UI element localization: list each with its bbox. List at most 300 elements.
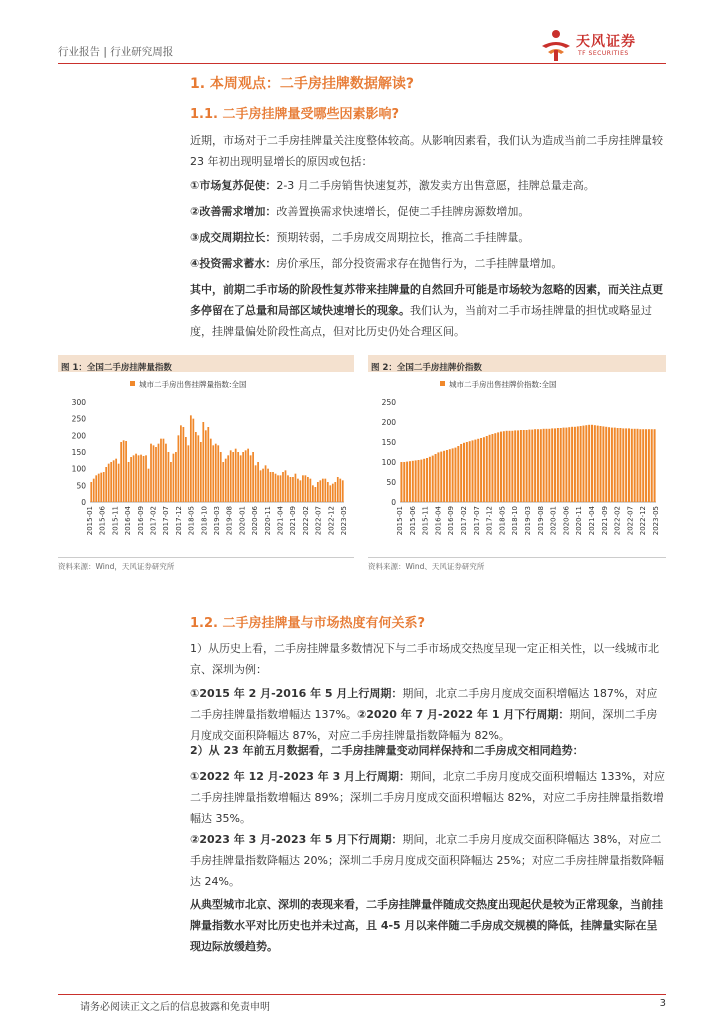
bar — [262, 469, 264, 502]
bar — [138, 455, 140, 502]
legend-swatch — [440, 381, 445, 386]
bar — [163, 439, 165, 502]
bar — [514, 430, 516, 502]
x-tick-label: 2021-04 — [276, 506, 285, 536]
bar — [282, 472, 284, 502]
bar — [145, 455, 147, 502]
figure-1-source: 资料来源：Wind，天风证券研究所 — [58, 562, 175, 571]
conclusion-paragraph: 从典型城市北京、深圳的表现来看，二手房挂牌量伴随成交热度出现起伏是较为正常现象，当前挂牌量指数水平对比历史也并未过高，且 4-5 月以来伴随二手房成交规模的降低，挂牌量实际在呈现边际放缓趋势。 — [190, 898, 663, 953]
brand-logo — [538, 28, 668, 62]
bar — [625, 428, 627, 502]
bar — [212, 445, 214, 502]
bar — [314, 487, 316, 502]
bar — [571, 427, 573, 502]
factor-2 — [190, 201, 666, 222]
y-tick-label: 300 — [71, 398, 86, 407]
bar — [140, 455, 142, 502]
bar — [617, 428, 619, 502]
bar — [205, 430, 207, 502]
bar — [245, 450, 247, 502]
footer-rule — [58, 994, 666, 995]
bar — [185, 437, 187, 502]
bar — [426, 458, 428, 502]
figure-2-source: 资料来源：Wind、天风证券研究所 — [368, 562, 485, 571]
x-tick-label: 2020-06 — [251, 506, 260, 536]
bar — [614, 428, 616, 502]
x-tick-label: 2019-03 — [524, 506, 532, 536]
bar — [491, 434, 493, 502]
case-2-body: 期间，深圳二手房月度成交面积降幅达 87%，对应二手房挂牌量指数降幅为 82%。 — [190, 708, 658, 742]
bar — [628, 428, 630, 502]
x-tick-label: 2016-04 — [434, 506, 443, 536]
bar — [537, 429, 539, 502]
bar — [506, 431, 508, 502]
recent-paragraph: 2）从 23 年前五月数据看，二手房挂牌量变动同样保持和二手房成交相同趋势： — [190, 744, 584, 757]
recent-case-2 — [190, 829, 666, 892]
bar — [412, 461, 414, 502]
bar — [454, 448, 456, 502]
legend-label: 城市二手房出售挂牌价指数:全国 — [449, 380, 557, 389]
bar — [220, 452, 222, 502]
bar — [563, 428, 565, 502]
bar — [270, 472, 272, 502]
bar — [526, 430, 528, 502]
bar — [497, 432, 499, 502]
bar — [160, 439, 162, 502]
x-tick-label: 2015-06 — [98, 506, 107, 536]
bar — [560, 428, 562, 502]
bar — [619, 428, 621, 502]
bar — [265, 465, 267, 502]
bar — [327, 482, 329, 502]
page-number: 3 — [659, 998, 666, 1009]
bar — [548, 429, 550, 502]
bar — [415, 460, 417, 502]
bar — [651, 429, 653, 502]
figure-2 — [368, 372, 666, 558]
x-tick-label: 2016-04 — [124, 506, 133, 536]
bar — [545, 429, 547, 502]
bar — [165, 444, 167, 502]
bar — [155, 447, 157, 502]
factor-3-body: 预期转弱，二手房成交周期拉长，推高二手挂牌量。 — [276, 231, 530, 244]
bar — [93, 479, 95, 502]
bar — [312, 485, 314, 502]
x-tick-label: 2017-12 — [485, 506, 494, 536]
bar — [150, 444, 152, 502]
x-tick-label: 2021-09 — [600, 506, 609, 536]
bar — [645, 429, 647, 502]
brand-logo-icon — [538, 28, 574, 62]
x-tick-label: 2017-07 — [472, 506, 481, 536]
bar — [319, 480, 321, 502]
bar — [574, 427, 576, 502]
y-tick-label: 200 — [71, 431, 86, 441]
bar — [187, 445, 189, 502]
bar — [528, 430, 530, 502]
case-1-body: 期间，北京二手房月度成交面积增幅达 187%，对应二手房挂牌量指数增幅达 137%。 — [190, 687, 658, 721]
x-tick-label: 2019-08 — [536, 506, 545, 536]
x-tick-label: 2019-03 — [213, 506, 221, 536]
summary-bold: 其中，前期二手市场的阶段性复苏带来挂牌量的自然回升可能是市场较为忽略的因素，而关注点更多停留在了总量和局部区域快速增长的现象。 — [190, 283, 663, 317]
bar — [207, 427, 209, 502]
bar — [305, 475, 307, 502]
bar — [240, 455, 242, 502]
bar — [608, 427, 610, 502]
figure-1-title-bar — [58, 355, 354, 372]
brand-subtitle: TF SECURITIES — [578, 50, 629, 57]
bar — [463, 443, 465, 502]
bar — [520, 430, 522, 502]
bar — [135, 454, 137, 502]
bar — [417, 460, 419, 502]
y-tick-label: 250 — [71, 414, 86, 424]
bar — [232, 452, 234, 502]
figure-1-chart — [58, 372, 354, 557]
bar — [123, 440, 125, 502]
factor-3-head: ③成交周期拉长： — [190, 231, 277, 244]
bar — [342, 480, 344, 502]
bar — [334, 482, 336, 502]
bar — [600, 426, 602, 502]
x-tick-label: 2023-05 — [340, 506, 348, 536]
bar — [310, 479, 312, 502]
bar — [242, 452, 244, 502]
factor-1-body: 2-3 月二手房销售快速复苏，激发卖方出售意愿，挂牌总量走高。 — [276, 179, 595, 192]
bar — [272, 472, 274, 502]
bar — [100, 473, 102, 502]
history-paragraph: 1）从历史上看，二手房挂牌量多数情况下与二手市场成交热度呈现一定正相关性，以一线城市北京、深圳为例： — [190, 642, 659, 676]
bar — [503, 431, 505, 502]
y-tick-label: 50 — [76, 481, 86, 491]
x-tick-label: 2017-02 — [149, 506, 158, 536]
factor-1-head: ①市场复苏促使： — [190, 179, 277, 192]
x-tick-label: 2018-10 — [200, 506, 209, 536]
bar — [170, 462, 172, 502]
bar — [113, 460, 115, 502]
recent-case-2-body: 期间，北京二手房月度成交面积降幅达 38%，对应二手房挂牌量指数降幅达 20%；深圳二手房月度成交面积降幅达 25%；对应二手房挂牌量指数降幅达 24%。 — [190, 833, 664, 888]
bar — [280, 475, 282, 502]
bar — [257, 462, 259, 502]
bar — [489, 435, 491, 502]
factor-3 — [190, 227, 666, 248]
footer-disclaimer: 请务必阅读正文之后的信息披露和免责申明 — [80, 1002, 270, 1013]
bar — [153, 445, 155, 502]
header-category: 行业报告 | 行业研究周报 — [58, 46, 174, 58]
x-tick-label: 2017-12 — [174, 506, 183, 536]
figure-1-title: 图 1：全国二手房挂牌量指数 — [61, 363, 172, 373]
bar — [597, 426, 599, 502]
bar — [215, 444, 217, 502]
bar — [466, 442, 468, 502]
bar — [237, 452, 239, 502]
bar — [480, 438, 482, 502]
figure-2-title: 图 2：全国二手房挂牌价指数 — [371, 363, 482, 373]
x-tick-label: 2023-05 — [652, 506, 660, 536]
factor-4-body: 房价承压，部分投资需求存在抛售行为，二手挂牌量增加。 — [276, 257, 563, 270]
bar — [90, 482, 92, 502]
bar — [483, 437, 485, 502]
x-tick-label: 2022-12 — [327, 506, 336, 536]
bar — [648, 429, 650, 502]
y-tick-label: 0 — [81, 498, 86, 507]
bar — [210, 439, 212, 502]
summary-paragraph — [190, 279, 666, 342]
x-tick-label: 2018-10 — [511, 506, 520, 536]
bar — [178, 435, 180, 502]
x-tick-label: 2015-06 — [408, 506, 417, 536]
factor-2-body: 改善置换需求快速增长，促使二手挂牌房源数增加。 — [276, 205, 530, 218]
bar — [302, 475, 304, 502]
figure-2-title-bar — [368, 355, 666, 372]
bar — [250, 455, 252, 502]
bar — [183, 427, 185, 502]
bar — [277, 475, 279, 502]
x-tick-label: 2015-01 — [396, 506, 404, 536]
factor-1 — [190, 175, 666, 196]
bar — [158, 444, 160, 502]
legend-label: 城市二手房出售挂牌量指数:全国 — [139, 380, 247, 389]
brand-name: 天风证券 — [576, 34, 636, 50]
bar — [472, 440, 474, 502]
bar — [180, 425, 182, 502]
bar — [543, 429, 545, 502]
bar — [295, 474, 297, 502]
bar — [300, 480, 302, 502]
factor-2-head: ②改善需求增加： — [190, 205, 277, 218]
section-1-2-title: 1.2. 二手房挂牌量与市场热度有何关系? — [190, 616, 426, 631]
x-tick-label: 2015-11 — [421, 506, 430, 536]
bar — [500, 432, 502, 502]
bar — [322, 479, 324, 502]
x-tick-label: 2020-01 — [238, 506, 247, 536]
recent-case-1-head: ①2022 年 12 月-2023 年 3 月上行周期： — [190, 770, 411, 783]
bar — [227, 455, 229, 502]
bar — [591, 425, 593, 502]
bar — [452, 448, 454, 502]
bar — [339, 479, 341, 502]
y-tick-label: 100 — [381, 458, 396, 467]
bar — [580, 426, 582, 502]
bar — [133, 455, 135, 502]
bar — [460, 444, 462, 502]
x-tick-label: 2015-01 — [86, 506, 94, 536]
bar — [285, 470, 287, 502]
bar — [634, 429, 636, 502]
section-1-title: 1. 本周观点：二手房挂牌数据解读? — [190, 76, 415, 92]
bar — [432, 456, 434, 502]
bar — [120, 442, 122, 502]
bar — [324, 479, 326, 502]
bar — [337, 477, 339, 502]
bar — [429, 457, 431, 502]
x-tick-label: 2022-07 — [314, 506, 323, 536]
bar — [611, 428, 613, 502]
bar — [406, 462, 408, 502]
x-tick-label: 2018-05 — [498, 506, 507, 536]
bar — [449, 449, 451, 502]
bar — [622, 428, 624, 502]
bar — [168, 452, 170, 502]
figure-2-chart — [368, 372, 666, 557]
y-tick-label: 100 — [71, 464, 86, 474]
bar — [551, 428, 553, 502]
bar — [588, 425, 590, 502]
x-tick-label: 2020-11 — [263, 506, 272, 536]
bar — [175, 452, 177, 502]
bar — [247, 449, 249, 502]
bar — [523, 430, 525, 502]
bar — [409, 461, 411, 502]
bar — [568, 427, 570, 502]
bar — [494, 433, 496, 502]
bar — [329, 485, 331, 502]
bar — [98, 474, 100, 502]
bar — [534, 429, 536, 502]
bar — [125, 441, 127, 502]
bar — [486, 436, 488, 502]
bar — [531, 430, 533, 502]
y-tick-label: 0 — [391, 498, 396, 507]
bar — [222, 462, 224, 502]
bar — [637, 429, 639, 502]
case-2-head: ②2020 年 7 月-2022 年 1 月下行周期： — [356, 708, 570, 721]
x-tick-label: 2020-11 — [575, 506, 584, 536]
bar — [307, 477, 309, 502]
bar — [192, 419, 194, 502]
bar — [143, 456, 145, 502]
x-tick-label: 2016-09 — [447, 506, 456, 536]
bar — [437, 452, 439, 502]
x-tick-label: 2022-02 — [301, 506, 310, 536]
bar — [118, 464, 120, 502]
bar — [292, 477, 294, 502]
y-tick-label: 150 — [381, 438, 396, 447]
x-tick-label: 2022-07 — [626, 506, 635, 536]
header-rule — [58, 63, 666, 64]
x-tick-label: 2016-09 — [136, 506, 145, 536]
bar — [602, 426, 604, 502]
case-1-head: ①2015 年 2 月-2016 年 5 月上行周期： — [190, 687, 403, 700]
bar — [173, 454, 175, 502]
bar — [403, 462, 405, 502]
factor-4-head: ④投资需求蓄水： — [190, 257, 277, 270]
bar — [130, 457, 132, 502]
recent-case-1 — [190, 766, 666, 829]
bar — [230, 450, 232, 502]
bar — [108, 464, 110, 502]
bar — [557, 428, 559, 502]
x-tick-label: 2017-02 — [460, 506, 468, 536]
bar — [642, 429, 644, 502]
bar — [582, 426, 584, 502]
bar — [469, 441, 471, 502]
bar — [317, 482, 319, 502]
x-tick-label: 2021-04 — [588, 506, 596, 536]
bar — [275, 474, 277, 502]
bar — [585, 425, 587, 502]
bar — [260, 470, 262, 502]
y-tick-label: 150 — [71, 448, 86, 457]
bar — [128, 462, 130, 502]
bar — [435, 454, 437, 502]
bar — [202, 422, 204, 502]
history-cases — [190, 683, 666, 746]
x-tick-label: 2017-07 — [162, 506, 171, 536]
bar — [290, 477, 292, 502]
bar — [332, 484, 334, 502]
bar — [225, 459, 227, 502]
figure-1 — [58, 372, 354, 558]
bar — [235, 449, 237, 502]
bar — [443, 451, 445, 502]
x-tick-label: 2020-06 — [562, 506, 571, 536]
recent-case-2-head: ②2023 年 3 月-2023 年 5 月下行周期： — [190, 833, 403, 846]
bar — [594, 425, 596, 502]
bar — [110, 462, 112, 502]
bar — [511, 431, 513, 502]
section-1-1-title: 1.1. 二手房挂牌量受哪些因素影响? — [190, 107, 400, 122]
x-tick-label: 2015-11 — [111, 506, 120, 536]
legend-swatch — [130, 381, 135, 386]
bar — [457, 446, 459, 502]
bar — [148, 469, 150, 502]
bar — [197, 435, 199, 502]
bar — [190, 415, 192, 502]
bar — [446, 450, 448, 502]
bar — [565, 428, 567, 502]
bar — [639, 429, 641, 502]
y-tick-label: 200 — [381, 418, 396, 427]
x-tick-label: 2018-05 — [187, 506, 196, 536]
bar — [200, 442, 202, 502]
summary-rest: 我们认为，当前对二手市场挂牌量的担忧或略显过度，挂牌量偏处阶段性高点，但对比历史仍处合理区间。 — [190, 304, 652, 338]
bar — [517, 430, 519, 502]
bar — [423, 459, 425, 502]
bar — [509, 431, 511, 502]
intro-paragraph: 近期，市场对于二手房挂牌量关注度整体较高。从影响因素看，我们认为造成当前二手房挂牌量较 23 年初出现明显增长的原因或包括： — [190, 134, 663, 168]
bar — [474, 440, 476, 502]
x-tick-label: 2021-09 — [289, 506, 298, 536]
bar — [252, 452, 254, 502]
bar — [95, 475, 97, 502]
bar — [577, 426, 579, 502]
bar — [654, 429, 656, 502]
bar — [103, 472, 105, 502]
bar — [477, 439, 479, 502]
factor-4 — [190, 253, 666, 274]
bar — [267, 469, 269, 502]
x-tick-label: 2022-02 — [613, 506, 622, 536]
bar — [554, 428, 556, 502]
x-tick-label: 2020-01 — [549, 506, 558, 536]
y-tick-label: 250 — [381, 398, 396, 407]
bar — [400, 462, 402, 502]
recent-case-1-body: 期间，北京二手房月度成交面积增幅达 133%，对应二手房挂牌量指数增幅达 89%；深圳二手房月度成交面积增幅达 82%，对应二手房挂牌量指数增幅达 35%。 — [190, 770, 666, 825]
bar — [297, 479, 299, 502]
bar — [255, 465, 257, 502]
bar — [115, 459, 117, 502]
bar — [440, 452, 442, 502]
y-tick-label: 50 — [386, 478, 396, 487]
bar — [287, 475, 289, 502]
x-tick-label: 2022-12 — [639, 506, 648, 536]
bar — [195, 432, 197, 502]
bar — [217, 445, 219, 502]
bar — [605, 427, 607, 502]
bar — [631, 429, 633, 502]
bar — [105, 467, 107, 502]
